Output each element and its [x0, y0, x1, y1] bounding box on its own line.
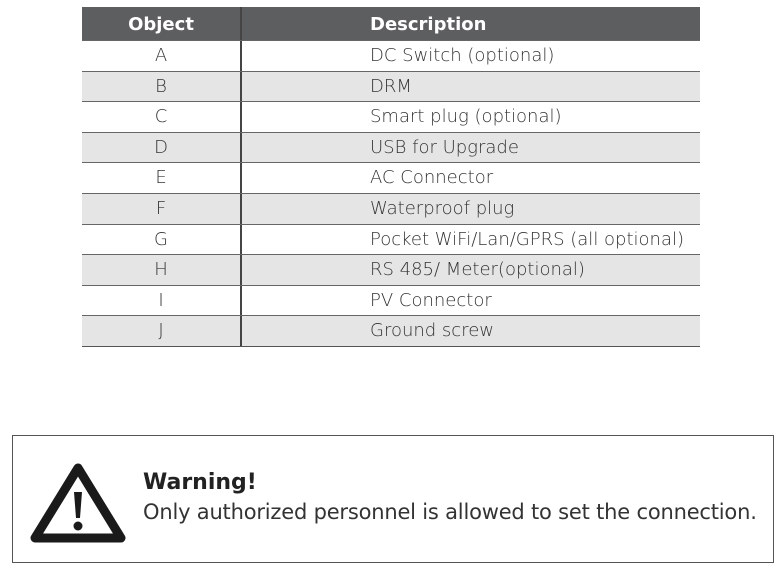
cell-object: D: [82, 133, 242, 163]
cell-object: H: [82, 255, 242, 285]
warning-triangle-icon: [29, 460, 127, 544]
table-row: [82, 285, 700, 316]
header-object: Object: [82, 7, 242, 40]
cell-object: C: [82, 102, 242, 132]
cell-description: Pocket WiFi/Lan/GPRS (all optional): [370, 228, 685, 250]
table-row: [82, 193, 700, 224]
cell-object: F: [82, 194, 242, 224]
cell-object: B: [82, 72, 242, 102]
warning-text: Only authorized personnel is allowed to set the connection.: [143, 500, 757, 524]
table-row: [82, 40, 700, 71]
table-row: [82, 224, 700, 255]
cell-description: AC Connector: [370, 167, 494, 189]
cell-object: G: [82, 225, 242, 255]
cell-description: Waterproof plug: [370, 197, 515, 219]
cell-description: PV Connector: [370, 289, 492, 311]
cell-description: RS 485/ Meter(optional): [370, 259, 585, 281]
object-description-table: [82, 7, 700, 347]
cell-description: USB for Upgrade: [370, 136, 519, 158]
cell-description: DRM: [370, 75, 412, 97]
cell-description: Smart plug (optional): [370, 106, 562, 128]
cell-description: Ground screw: [370, 320, 495, 342]
cell-object: I: [82, 286, 242, 316]
cell-object: J: [82, 316, 242, 346]
table-header: [82, 7, 700, 40]
warning-box: [12, 435, 774, 563]
table-row: [82, 162, 700, 193]
cell-object: A: [82, 41, 242, 71]
table-row: [82, 101, 700, 132]
table-row: [82, 315, 700, 346]
cell-description: DC Switch (optional): [370, 45, 555, 66]
table-row: [82, 254, 700, 285]
table-row: [82, 132, 700, 163]
header-description: Description: [370, 14, 487, 35]
table-row: [82, 71, 700, 102]
cell-object: E: [82, 163, 242, 193]
warning-title: Warning!: [143, 470, 257, 495]
